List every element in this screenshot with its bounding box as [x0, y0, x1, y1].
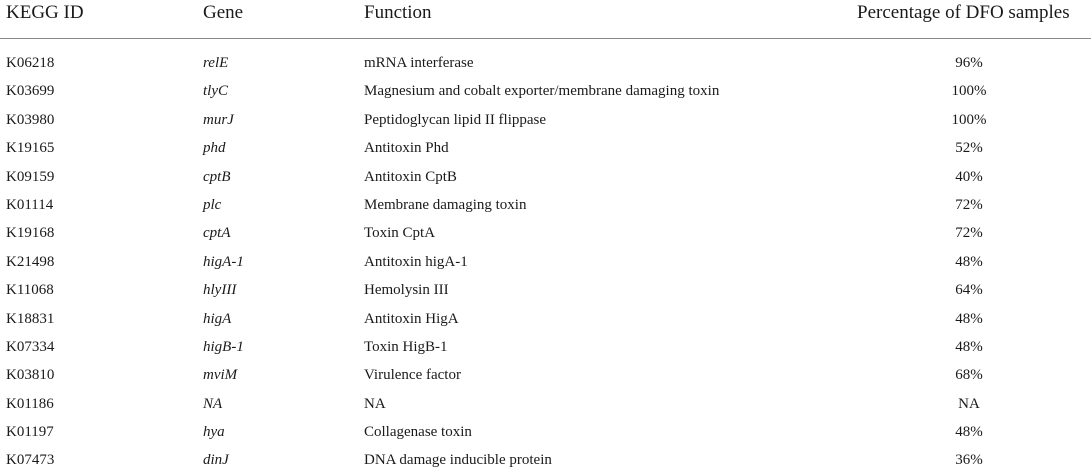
cell-function: Antitoxin HigA: [364, 310, 459, 327]
table-row: [0, 163, 1091, 191]
cell-percentage: 48%: [955, 424, 983, 441]
table-row: [0, 333, 1091, 361]
cell-gene: hya: [203, 424, 225, 441]
cell-function: Toxin HigB-1: [364, 338, 448, 355]
cell-gene: mviM: [203, 367, 238, 384]
cell-function: DNA damage inducible protein: [364, 452, 552, 469]
cell-gene: NA: [203, 395, 223, 412]
cell-percentage: 36%: [955, 452, 983, 469]
cell-gene: cptB: [203, 168, 231, 185]
cell-kegg-id: K09159: [6, 168, 55, 185]
cell-function: Antitoxin higA-1: [364, 253, 468, 270]
cell-gene: higA: [203, 310, 232, 327]
table-row: [0, 106, 1091, 134]
cell-gene: murJ: [203, 111, 234, 128]
cell-kegg-id: K01186: [6, 395, 54, 412]
cell-function: Hemolysin III: [364, 282, 449, 299]
cell-percentage: 72%: [955, 225, 983, 242]
cell-percentage: 96%: [955, 55, 983, 71]
cell-function: Collagenase toxin: [364, 424, 472, 441]
table-row: [0, 361, 1091, 389]
cell-kegg-id: K07334: [6, 338, 55, 355]
table-row: [0, 390, 1091, 418]
cell-kegg-id: K03980: [6, 111, 55, 128]
cell-kegg-id: K19168: [6, 225, 55, 242]
header-function: Function: [364, 2, 432, 23]
cell-function: Peptidoglycan lipid II flippase: [364, 111, 547, 128]
cell-gene: dinJ: [203, 452, 229, 469]
cell-kegg-id: K03699: [6, 83, 55, 100]
table-row: [0, 418, 1091, 446]
cell-function: Antitoxin Phd: [364, 140, 449, 157]
cell-kegg-id: K07473: [6, 452, 55, 469]
cell-kegg-id: K03810: [6, 367, 55, 384]
cell-function: Virulence factor: [364, 367, 461, 384]
cell-gene: phd: [203, 140, 226, 157]
cell-percentage: 40%: [955, 168, 983, 185]
cell-function: Toxin CptA: [364, 225, 436, 242]
table-row: [0, 276, 1091, 304]
cell-gene: cptA: [203, 225, 231, 242]
table-row: [0, 446, 1091, 474]
table-row: [0, 77, 1091, 105]
table-row: [0, 219, 1091, 247]
cell-kegg-id: K01114: [6, 196, 54, 213]
cell-percentage: 64%: [955, 282, 983, 299]
cell-function: NA: [364, 395, 386, 412]
table-header: [0, 0, 1091, 26]
cell-percentage: 100%: [951, 111, 987, 128]
cell-function: Antitoxin CptB: [364, 168, 457, 185]
cell-percentage: NA: [958, 395, 980, 412]
table-body: [0, 49, 1091, 475]
cell-kegg-id: K06218: [6, 55, 55, 71]
cell-kegg-id: K11068: [6, 282, 54, 299]
cell-percentage: 48%: [955, 338, 983, 355]
cell-percentage: 68%: [955, 367, 983, 384]
cell-gene: tlyC: [203, 83, 228, 100]
cell-kegg-id: K21498: [6, 253, 55, 270]
table-row: [0, 191, 1091, 219]
cell-kegg-id: K01197: [6, 424, 54, 441]
cell-gene: higA-1: [203, 253, 244, 270]
table-row: [0, 49, 1091, 77]
header-divider: [0, 38, 1091, 39]
table-row: [0, 134, 1091, 162]
cell-gene: relE: [203, 55, 229, 71]
cell-kegg-id: K19165: [6, 140, 55, 157]
table-row: [0, 305, 1091, 333]
cell-percentage: 52%: [955, 140, 983, 157]
cell-percentage: 100%: [951, 83, 987, 100]
cell-percentage: 48%: [955, 310, 983, 327]
cell-percentage: 48%: [955, 253, 983, 270]
cell-gene: plc: [203, 196, 222, 213]
cell-function: Membrane damaging toxin: [364, 196, 527, 213]
cell-gene: hlyIII: [203, 282, 237, 299]
cell-kegg-id: K18831: [6, 310, 55, 327]
cell-function: Magnesium and cobalt exporter/membrane damaging toxin: [364, 83, 720, 100]
cell-gene: higB-1: [203, 338, 244, 355]
header-percentage: Percentage of DFO samples: [857, 2, 1070, 23]
header-kegg-id: KEGG ID: [6, 2, 84, 23]
cell-percentage: 72%: [955, 196, 983, 213]
table-row: [0, 248, 1091, 276]
header-gene: Gene: [203, 2, 244, 23]
cell-function: mRNA interferase: [364, 55, 474, 71]
